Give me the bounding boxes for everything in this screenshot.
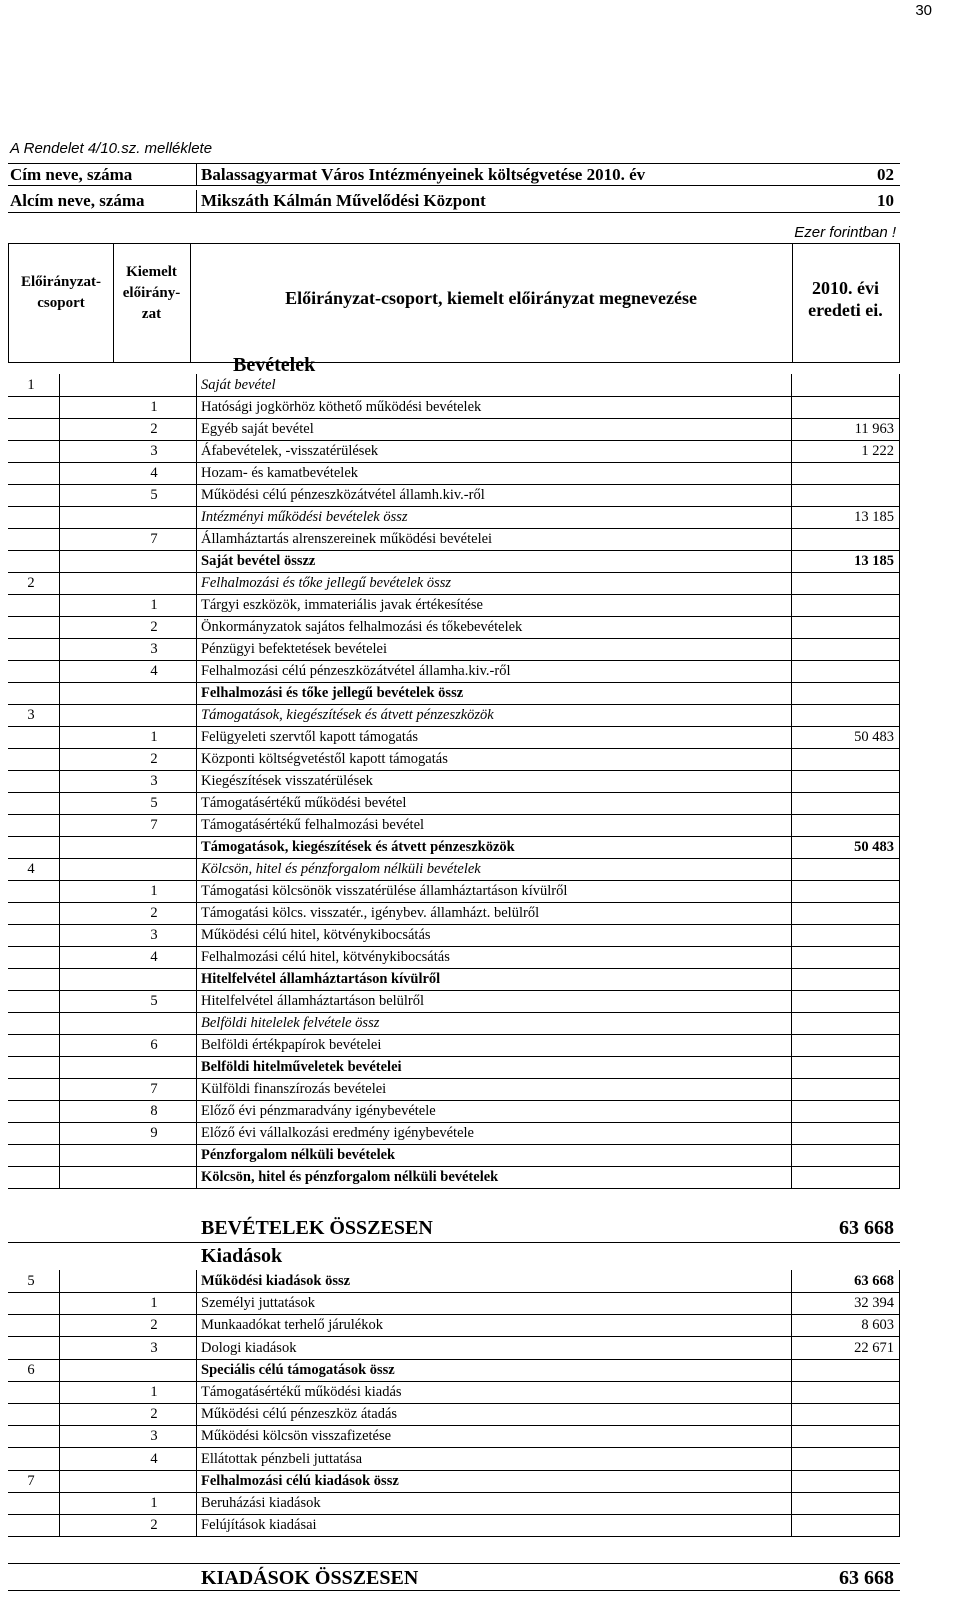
- item-number: 1: [150, 729, 158, 745]
- item-name: Működési kölcsön visszafizetése: [201, 1428, 392, 1445]
- group-number: 7: [27, 1472, 35, 1489]
- item-name: Intézményi működési bevételek össz: [201, 509, 408, 525]
- item-amount: 13 185: [854, 509, 894, 525]
- item-name: Egyéb saját bevétel: [201, 421, 314, 437]
- item-name: Ellátottak pénzbeli juttatása: [201, 1450, 363, 1467]
- bevetelek-total-row: [8, 1213, 900, 1243]
- item-number: 2: [150, 1406, 158, 1423]
- header-col-name: Előirányzat-csoport, kiemelt előirányzat megnevezése: [285, 288, 697, 308]
- cim-num: 02: [877, 165, 894, 184]
- item-number: 5: [150, 487, 158, 503]
- bevetelek-total-label: BEVÉTELEK ÖSSZESEN: [201, 1217, 433, 1239]
- item-name: Pénzügyi befektetések bevételei: [201, 641, 388, 657]
- item-name: Saját bevétel összz: [201, 553, 316, 569]
- item-name: Hozam- és kamatbevételek: [201, 465, 359, 481]
- item-number: 4: [150, 1450, 158, 1467]
- item-amount: 1 222: [861, 443, 894, 459]
- table-row: [8, 1035, 900, 1057]
- item-number: 1: [150, 1295, 158, 1312]
- item-name: Dologi kiadások: [201, 1339, 297, 1356]
- item-amount: 13 185: [854, 553, 894, 569]
- table-row: [8, 617, 900, 639]
- item-name: Hitelfelvétel államháztartáson belülről: [201, 993, 425, 1009]
- table-row: [8, 903, 900, 925]
- group-number: 6: [27, 1361, 35, 1378]
- item-number: 4: [150, 465, 158, 481]
- table-row: [8, 1493, 900, 1515]
- table-row: [8, 771, 900, 793]
- item-name: Belföldi hitelelek felvétele össz: [201, 1015, 380, 1031]
- item-number: 2: [150, 421, 158, 437]
- item-name: Támogatásértékű felhalmozási bevétel: [201, 817, 425, 833]
- item-number: 2: [150, 619, 158, 635]
- table-row: [8, 947, 900, 969]
- cim-value: Balassagyarmat Város Intézményeinek költségvetése 2010. év: [201, 165, 646, 184]
- bevetelek-title: Bevételek: [233, 354, 316, 376]
- table-row: [8, 1315, 900, 1337]
- item-name: Támogatásértékű működési kiadás: [201, 1384, 402, 1400]
- item-number: 5: [150, 993, 158, 1009]
- table-row: [8, 397, 900, 419]
- item-number: 3: [150, 1339, 158, 1356]
- item-name: Felhalmozási és tőke jellegű bevételek össz: [201, 685, 464, 701]
- item-amount: 22 671: [854, 1339, 894, 1356]
- item-number: 7: [150, 1081, 158, 1097]
- item-name: Előző évi pénzmaradvány igénybevétele: [201, 1103, 436, 1119]
- header-col-amount: 2010. évi eredeti ei.: [808, 278, 883, 320]
- item-amount: 50 483: [854, 729, 894, 745]
- item-number: 2: [150, 751, 158, 767]
- item-number: 3: [150, 927, 158, 943]
- table-row: [8, 1057, 900, 1079]
- item-name: Előző évi vállalkozási eredmény igénybevétele: [201, 1125, 474, 1141]
- group-number: 4: [27, 861, 35, 877]
- item-name: Felhalmozási és tőke jellegű bevételek össz: [201, 575, 452, 591]
- item-number: 4: [150, 663, 158, 679]
- table-row: [8, 529, 900, 551]
- header-col-group: Előirányzat- csoport: [21, 274, 101, 311]
- item-amount: 63 668: [854, 1273, 894, 1289]
- cim-row: [8, 163, 900, 186]
- item-name: Felújítások kiadásai: [201, 1517, 317, 1534]
- item-name: Speciális célú támogatások össz: [201, 1361, 395, 1378]
- item-amount: 50 483: [854, 839, 894, 855]
- item-name: Támogatási kölcsönök visszatérülése államháztartáson kívülről: [201, 883, 568, 899]
- group-number: 1: [27, 377, 35, 393]
- item-number: 1: [150, 597, 158, 613]
- item-name: Beruházási kiadások: [201, 1495, 321, 1511]
- item-name: Személyi juttatások: [201, 1295, 315, 1312]
- item-name: Belföldi hitelműveletek bevételei: [201, 1059, 402, 1075]
- item-number: 4: [150, 949, 158, 965]
- table-row: [8, 683, 900, 705]
- item-number: 8: [150, 1103, 158, 1119]
- table-row: [8, 485, 900, 507]
- item-name: Munkaadókat terhelő járulékok: [201, 1317, 383, 1334]
- table-header: [8, 243, 900, 363]
- alcim-num: 10: [877, 191, 894, 210]
- item-name: Felügyeleti szervtől kapott támogatás: [201, 729, 419, 745]
- kiadasok-total-label: KIADÁSOK ÖSSZESEN: [201, 1567, 419, 1589]
- item-name: Pénzforgalom nélküli bevételek: [201, 1147, 396, 1163]
- table-row: [8, 837, 900, 859]
- table-row: [8, 1079, 900, 1101]
- table-row: [8, 1123, 900, 1145]
- item-number: 1: [150, 399, 158, 415]
- table-row: [8, 1382, 900, 1404]
- item-name: Saját bevétel: [201, 377, 276, 393]
- cim-label: Cím neve, száma: [10, 165, 133, 184]
- unit-note: Ezer forintban !: [794, 224, 896, 241]
- group-number: 2: [27, 575, 35, 591]
- table-row: [8, 1013, 900, 1035]
- table-row: [8, 1426, 900, 1448]
- item-number: 5: [150, 795, 158, 811]
- item-amount: 32 394: [854, 1295, 894, 1312]
- table-row: [8, 1167, 900, 1189]
- bevetelek-total-amount: 63 668: [839, 1217, 894, 1239]
- item-amount: 8 603: [861, 1317, 894, 1334]
- item-number: 3: [150, 773, 158, 789]
- table-row: [8, 419, 900, 441]
- table-row: [8, 859, 900, 881]
- table-row: [8, 1515, 900, 1537]
- table-row: [8, 1271, 900, 1293]
- table-row: [8, 727, 900, 749]
- item-number: 3: [150, 1428, 158, 1445]
- item-name: Felhalmozási célú pénzeszközátvétel államha.kiv.-ről: [201, 663, 511, 679]
- item-name: Kölcsön, hitel és pénzforgalom nélküli bevételek: [201, 861, 481, 877]
- alcim-label: Alcím neve, száma: [10, 191, 145, 210]
- table-row: [8, 991, 900, 1013]
- item-name: Központi költségvetéstől kapott támogatás: [201, 751, 448, 767]
- item-name: Államháztartás alrenszereinek működési bevételei: [201, 531, 493, 547]
- header-col-kiemelt: Kiemelt előirány- zat: [122, 264, 181, 322]
- table-row: [8, 463, 900, 485]
- item-name: Támogatási kölcs. visszatér., igénybev. államházt. belülről: [201, 905, 540, 921]
- item-number: 2: [150, 1317, 158, 1334]
- table-row: [8, 573, 900, 595]
- item-name: Hitelfelvétel államháztartáson kívülről: [201, 971, 441, 987]
- item-name: Felhalmozási célú hitel, kötvénykibocsátás: [201, 949, 450, 965]
- item-number: 2: [150, 905, 158, 921]
- item-number: 9: [150, 1125, 158, 1141]
- alcim-value: Mikszáth Kálmán Művelődési Központ: [201, 191, 486, 210]
- item-number: 7: [150, 817, 158, 833]
- item-name: Kölcsön, hitel és pénzforgalom nélküli bevételek: [201, 1169, 499, 1185]
- item-name: Külföldi finanszírozás bevételei: [201, 1081, 387, 1097]
- table-row: [8, 441, 900, 463]
- table-row: [8, 1471, 900, 1493]
- alcim-row: [8, 190, 900, 213]
- table-row: [8, 925, 900, 947]
- item-number: 1: [150, 1495, 158, 1511]
- table-row: [8, 507, 900, 529]
- table-row: [8, 705, 900, 727]
- item-number: 1: [150, 1384, 158, 1400]
- table-row: [8, 1338, 900, 1360]
- table-row: [8, 1145, 900, 1167]
- item-name: Támogatások, kiegészítések és átvett pénzeszközök: [201, 839, 515, 855]
- table-row: [8, 793, 900, 815]
- annex-subtitle: A Rendelet 4/10.sz. melléklete: [10, 140, 213, 157]
- item-number: 7: [150, 531, 158, 547]
- item-name: Belföldi értékpapírok bevételei: [201, 1037, 382, 1053]
- item-name: Felhalmozási célú kiadások össz: [201, 1472, 399, 1489]
- kiadasok-total-row: [8, 1563, 900, 1591]
- table-row: [8, 1360, 900, 1382]
- item-name: Hatósági jogkörhöz köthető működési bevételek: [201, 399, 482, 415]
- item-name: Működési célú hitel, kötvénykibocsátás: [201, 927, 431, 943]
- table-row: [8, 1101, 900, 1123]
- table-row: [8, 639, 900, 661]
- table-row: [8, 881, 900, 903]
- item-name: Tárgyi eszközök, immateriális javak értékesítése: [201, 597, 483, 613]
- table-row: [8, 1449, 900, 1471]
- table-row: [8, 551, 900, 573]
- item-number: 3: [150, 641, 158, 657]
- table-row: [8, 815, 900, 837]
- page-number: 30: [915, 2, 932, 19]
- item-number: 6: [150, 1037, 158, 1053]
- group-number: 3: [27, 707, 35, 723]
- table-row: [8, 1293, 900, 1315]
- item-number: 2: [150, 1517, 158, 1534]
- table-row: [8, 1404, 900, 1426]
- item-name: Működési célú pénzeszközátvétel államh.kiv.-ről: [201, 487, 485, 503]
- item-name: Kiegészítések visszatérülések: [201, 773, 373, 789]
- item-name: Önkormányzatok sajátos felhalmozási és tőkebevételek: [201, 619, 523, 635]
- item-name: Működési célú pénzeszköz átadás: [201, 1406, 398, 1423]
- item-amount: 11 963: [854, 421, 894, 437]
- kiadasok-total-amount: 63 668: [839, 1567, 894, 1589]
- table-row: [8, 749, 900, 771]
- item-name: Áfabevételek, -visszatérülések: [201, 443, 379, 459]
- table-row: [8, 375, 900, 397]
- item-number: 1: [150, 883, 158, 899]
- item-number: 3: [150, 443, 158, 459]
- table-row: [8, 661, 900, 683]
- item-name: Támogatások, kiegészítések és átvett pénzeszközök: [201, 707, 494, 723]
- item-name: Működési kiadások össz: [201, 1273, 351, 1289]
- table-row: [8, 969, 900, 991]
- item-name: Támogatásértékű működési bevétel: [201, 795, 407, 811]
- table-row: [8, 595, 900, 617]
- kiadasok-title: Kiadások: [201, 1245, 283, 1267]
- group-number: 5: [27, 1273, 35, 1289]
